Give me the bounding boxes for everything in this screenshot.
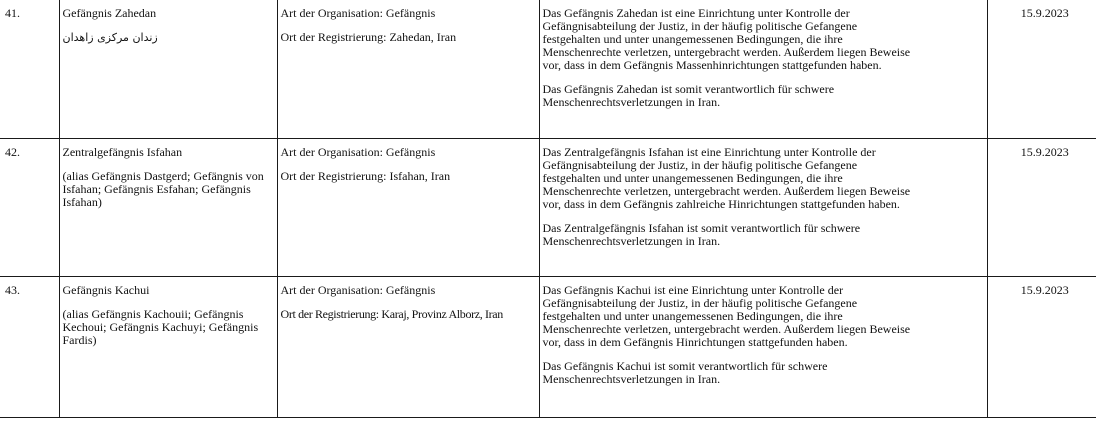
entry-number: 43. — [0, 276, 59, 417]
entry-org-type: Art der Organisation: Gefängnis — [280, 144, 436, 159]
entry-name-persian: زندان مرکزی زاهدان — [62, 31, 158, 44]
entry-registration: Ort der Registrierung: Isfahan, Iran — [280, 168, 451, 183]
reason-line: Gefängnisabteilung der Justiz, in der häufig politische Gefangene — [542, 295, 858, 310]
entry-name-cell — [59, 0, 277, 138]
table-row — [0, 0, 1096, 138]
entry-identifying-info — [277, 0, 539, 138]
reason-line: Gefängnisabteilung der Justiz, in der häufig politische Gefangene — [542, 157, 858, 172]
reason-line: vor, dass in dem Gefängnis Massenhinrichtungen stattgefunden haben. — [542, 58, 882, 72]
entry-name-cell — [59, 276, 277, 417]
table-row — [0, 276, 1096, 417]
entry-name: Gefängnis Kachui — [62, 282, 150, 297]
entry-org-type: Art der Organisation: Gefängnis — [280, 6, 436, 20]
entry-reasons — [539, 0, 987, 138]
reason-line: Menschenrechte verletzen, untergebracht werden. Außerdem liegen Beweise — [542, 183, 911, 198]
conclusion-line: Menschenrechtsverletzungen in Iran. — [542, 233, 721, 248]
entry-identifying-info — [277, 138, 539, 276]
reason-line: festgehalten und unter unangemessenen Bedingungen, die ihre — [542, 170, 843, 185]
entry-name-cell — [59, 138, 277, 276]
reason-line: vor, dass in dem Gefängnis zahlreiche Hinrichtungen stattgefunden haben. — [542, 196, 900, 211]
entry-name: Zentralgefängnis Isfahan — [62, 144, 183, 159]
reason-line: Gefängnisabteilung der Justiz, in der häufig politische Gefangene — [542, 19, 858, 33]
entry-aliases: (alias Gefängnis Kachouii; Gefängnis Kechoui; Gefängnis Kachuyi; Gefängnis Fardis) — [62, 306, 259, 347]
entry-aliases: (alias Gefängnis Dastgerd; Gefängnis von Isfahan; Gefängnis Esfahan; Gefängnis Isfahan) — [62, 168, 264, 209]
entry-number: 42. — [0, 138, 59, 276]
conclusion-line: Menschenrechtsverletzungen in Iran. — [542, 95, 721, 109]
reason-line: Das Gefängnis Zahedan ist eine Einrichtung unter Kontrolle der — [542, 6, 850, 20]
reason-line: vor, dass in dem Gefängnis Hinrichtungen stattgefunden haben. — [542, 334, 848, 349]
entry-name: Gefängnis Zahedan — [62, 6, 157, 20]
entry-identifying-info — [277, 276, 539, 417]
reason-line: Menschenrechte verletzen, untergebracht werden. Außerdem liegen Beweise — [542, 45, 911, 59]
reason-line: Das Gefängnis Kachui ist eine Einrichtung unter Kontrolle der — [542, 282, 844, 297]
reason-line: festgehalten und unter unangemessenen Bedingungen, die ihre — [542, 32, 843, 46]
entry-listing-date: 15.9.2023 — [987, 0, 1096, 138]
conclusion-line: Das Gefängnis Kachui ist somit verantwortlich für schwere — [542, 358, 828, 373]
reason-line: Menschenrechte verletzen, untergebracht werden. Außerdem liegen Beweise — [542, 321, 911, 336]
entry-org-type: Art der Organisation: Gefängnis — [280, 282, 436, 297]
table-row — [0, 138, 1096, 276]
entry-reasons — [539, 276, 987, 417]
reason-line: festgehalten und unter unangemessenen Bedingungen, die ihre — [542, 308, 843, 323]
entry-registration: Ort der Registrierung: Karaj, Provinz Alborz, Iran — [280, 306, 503, 321]
entry-listing-date: 15.9.2023 — [987, 276, 1096, 417]
entry-listing-date: 15.9.2023 — [987, 138, 1096, 276]
entry-reasons — [539, 138, 987, 276]
conclusion-line: Menschenrechtsverletzungen in Iran. — [542, 371, 721, 386]
reason-line: Das Zentralgefängnis Isfahan ist eine Einrichtung unter Kontrolle der — [542, 144, 876, 159]
entry-number: 41. — [0, 0, 59, 138]
conclusion-line: Das Gefängnis Zahedan ist somit verantwortlich für schwere — [542, 82, 835, 96]
entry-registration: Ort der Registrierung: Zahedan, Iran — [280, 30, 457, 44]
conclusion-line: Das Zentralgefängnis Isfahan ist somit verantwortlich für schwere — [542, 220, 861, 235]
